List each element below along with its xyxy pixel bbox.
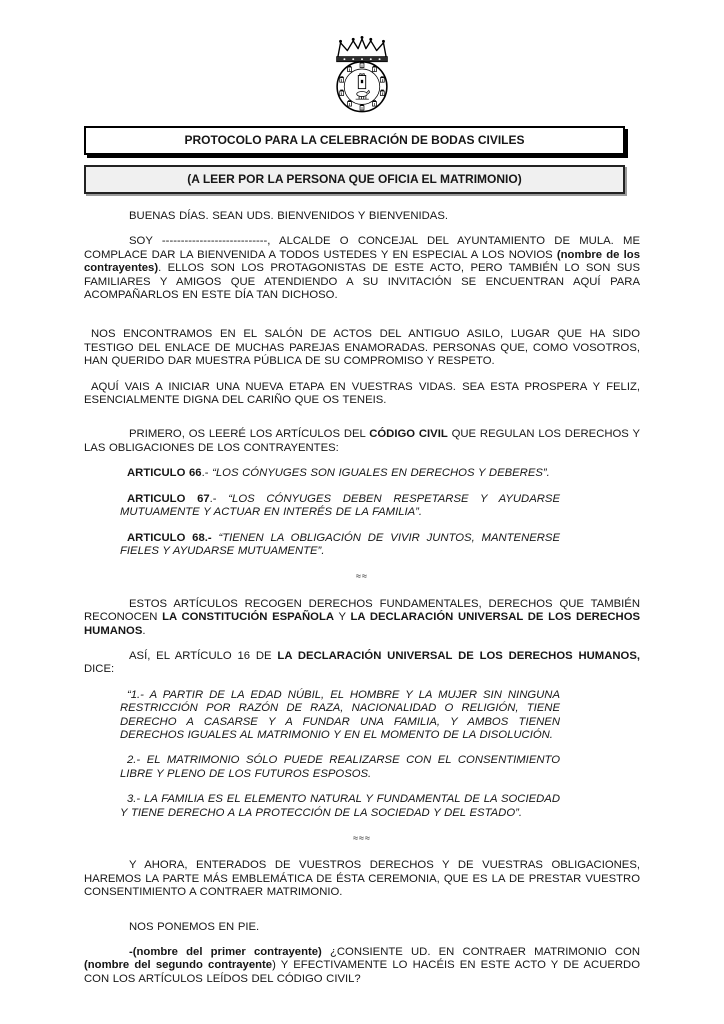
paragraph-greeting (84, 210, 640, 223)
estos-period: . (142, 624, 146, 637)
declaracion-2-text: 2.- EL MATRIMONIO SÓLO PUEDE REALIZARSE CON EL CONSENTIMIENTO LIBRE Y PLENO DE LOS FUTUROS ESPOSOS. (120, 754, 560, 780)
primer-contrayente-placeholder: -(nombre del primer contrayente) (129, 946, 322, 959)
document-subtitle: (A LEER POR LA PERSONA QUE OFICIA EL MATRIMONIO) (187, 172, 522, 186)
crest-container (84, 34, 640, 114)
venue-text: NOS ENCONTRAMOS EN EL SALÓN DE ACTOS DEL ANTIGUO ASILO, LUGAR QUE HA SIDO TESTIGO DEL ENLACE DE MUCHAS PAREJAS ENAMORADAS. PERSONAS QUE, COMO VOSOTROS, HAN QUERIDO DAR MUESTRA PÚBLICA DE SU COMPROMISO Y RESPETO. (84, 328, 640, 368)
articulo-66-quote: “LOS CÓNYUGES SON IGUALES EN DERECHOS Y DEBERES”. (212, 467, 550, 480)
declaracion-label: LA DECLARACIÓN UNIVERSAL DE LOS DERECHOS HUMANOS (84, 611, 641, 637)
paragraph-nos-ponemos (84, 921, 640, 934)
paragraph-codigo-civil-intro (84, 428, 640, 455)
paragraph-pregunta-consentimiento (84, 946, 640, 986)
paragraph-consentimiento-intro (84, 859, 640, 899)
articulo-66-label: ARTICULO 66 (127, 467, 202, 480)
paragraph-declaracion-2 (120, 754, 560, 781)
segundo-contrayente-placeholder: (nombre del segundo contrayente (84, 959, 273, 972)
articulo-68-label: ARTICULO 68.- (127, 531, 212, 544)
declaracion-3-text: 3.- LA FAMILIA ES EL ELEMENTO NATURAL Y FUNDAMENTAL DE LA SOCIEDAD Y TIENE DERECHO A LA PROTECCIÓN DE LA SOCIEDAD Y DEL ESTADO”. (120, 793, 560, 819)
asi-text: ASÍ, EL ARTÍCULO 16 DE (129, 649, 278, 662)
intro-text: SOY ----------------------------, ALCALDE O CONCEJAL DEL AYUNTAMIENTO DE MULA. ME COMPLACE DAR LA BIENVENIDA A TODOS USTEDES Y EN ESPECIAL A LOS NOVIOS (84, 235, 640, 261)
ahora-text: Y AHORA, ENTERADOS DE VUESTROS DERECHOS Y DE VUESTRAS OBLIGACIONES, HAREMOS LA PARTE MÁS EMBLEMÁTICA DE ÉSTA CEREMONIA, QUE ES LA DE PRESTAR VUESTRO CONSENTIMIENTO A CONTRAER MATRIMONIO. (84, 859, 640, 899)
articulo-68-quote: “TIENEN LA OBLIGACIÓN DE VIVIR JUNTOS, MANTENERSE FIELES Y AYUDARSE MUTUAMENTE”. (120, 531, 560, 557)
couple-names-placeholder: (nombre de los contrayentes) (84, 248, 640, 275)
constitucion-label: LA CONSTITUCIÓN ESPAÑOLA (162, 611, 335, 624)
consentimiento-text-cont: ) Y EFECTIVAMENTE LO HACÉIS EN ESTE ACTO Y DE ACUERDO CON LOS ARTÍCULOS LEÍDOS DEL CÓDIGO CIVIL? (84, 959, 641, 985)
estos-conj: Y (334, 611, 351, 624)
paragraph-new-stage (84, 381, 640, 408)
coat-of-arms-icon (315, 34, 409, 114)
paragraph-introduction (84, 235, 640, 302)
subtitle-box (84, 165, 625, 194)
primero-text: PRIMERO, OS LEERÉ LOS ARTÍCULOS DEL (129, 428, 370, 441)
intro-text-cont: . ELLOS SON LOS PROTAGONISTAS DE ESTE ACTO, PERO TAMBIÉN LO SON SUS FAMILIARES Y AMIGOS QUE ATENDIENDO A SU INVITACIÓN SE ENCUENTRAN AQUÍ PARA ACOMPAÑARLOS EN ESTE DÍA TAN DICHOSO. (84, 262, 640, 302)
paragraph-declaracion-3 (120, 793, 560, 820)
new-stage-text: AQUÍ VAIS A INICIAR UNA NUEVA ETAPA EN VUESTRAS VIDAS. SEA ESTA PROSPERA Y FELIZ, ESENCIALMENTE DIGNA DEL CARIÑO QUE OS TENEIS. (84, 380, 640, 407)
paragraph-derechos-fundamentales (84, 598, 640, 638)
paragraph-articulo-16-intro (84, 650, 640, 677)
section-separator-1 (84, 570, 640, 583)
title-box (84, 126, 625, 155)
separator-glyphs: ≈≈≈ (353, 833, 371, 843)
paragraph-declaracion-1 (120, 689, 560, 743)
declaracion-universal-label: LA DECLARACIÓN UNIVERSAL DE LOS DERECHOS HUMANOS, (277, 649, 640, 662)
estos-text: ESTOS ARTÍCULOS RECOGEN DERECHOS FUNDAMENTALES, DERECHOS QUE TAMBIÉN RECONOCEN (84, 597, 640, 624)
articulo-67-quote: “LOS CÓNYUGES DEBEN RESPETARSE Y AYUDARSE MUTUAMENTE Y ACTUAR EN INTERÉS DE LA FAMILIA”. (120, 492, 560, 519)
articulo-66-sep: .- (201, 467, 213, 480)
separator-glyphs: ≈≈ (356, 571, 368, 582)
section-separator-2 (84, 832, 640, 845)
pie-text: NOS PONEMOS EN PIE. (129, 920, 260, 933)
declaracion-1-text: “1.- A PARTIR DE LA EDAD NÚBIL, EL HOMBRE Y LA MUJER SIN NINGUNA RESTRICCIÓN POR RAZÓN DE RAZA, NACIONALIDAD O RELIGIÓN, TIENE DERECHO A CASARSE Y A FUNDAR UNA FAMILIA, Y AMBOS TIENEN DERECHOS IGUALES AL MATRIMONIO Y EN EL MOMENTO DE LA DISOLUCIÓN. (120, 688, 560, 741)
codigo-civil-label: CÓDIGO CIVIL (369, 428, 448, 441)
paragraph-articulo-68 (120, 532, 560, 559)
consentimiento-text: ¿CONSIENTE UD. EN CONTRAER MATRIMONIO CON (321, 946, 640, 959)
asi-text-cont: DICE: (84, 663, 115, 676)
paragraph-venue (84, 328, 640, 368)
greeting-text: BUENAS DÍAS. SEAN UDS. BIENVENIDOS Y BIENVENIDAS. (129, 210, 448, 222)
document-title: PROTOCOLO PARA LA CELEBRACIÓN DE BODAS CIVILES (184, 133, 525, 147)
paragraph-articulo-67 (120, 493, 560, 520)
articulo-67-label: ARTICULO 67 (127, 492, 210, 505)
paragraph-articulo-66 (120, 467, 560, 480)
primero-text-cont: QUE REGULAN LOS DERECHOS Y LAS OBLIGACIONES DE LOS CONTRAYENTES: (84, 428, 640, 454)
articulo-67-sep: .- (209, 492, 229, 505)
document-body (84, 210, 640, 986)
